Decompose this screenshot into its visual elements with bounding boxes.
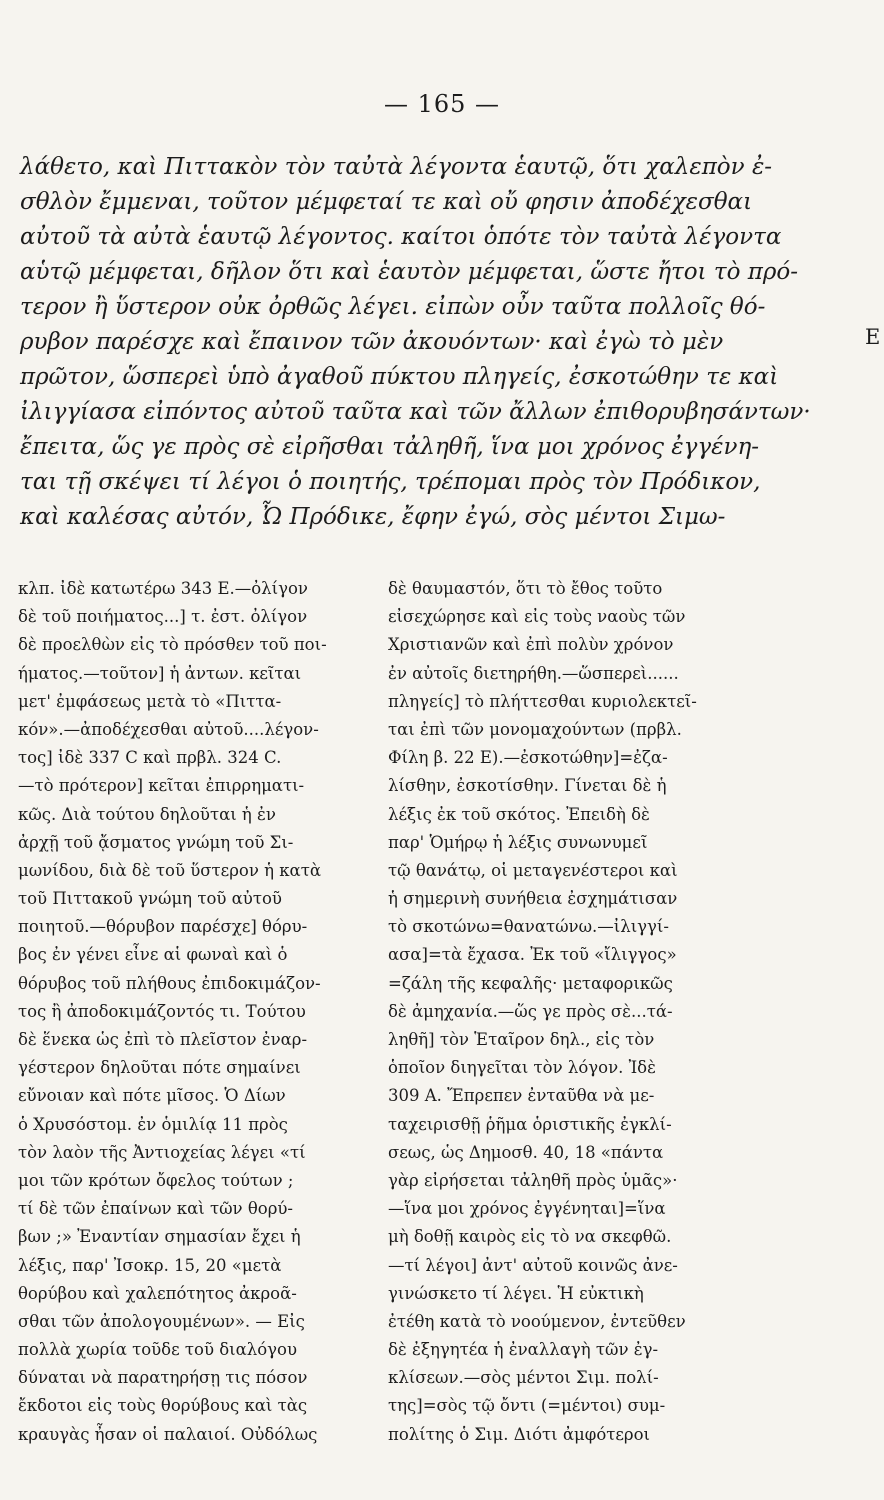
main-text-line: ρυβον παρέσχε καὶ ἔπαινον τῶν ἀκουόντων· καὶ ἐγὼ τὸ μὲν <box>20 329 724 355</box>
note-line: δὲ ἀμηχανία.—ὥς γε πρὸς σὲ...τά- <box>388 1001 673 1021</box>
note-line: τὸν λαὸν τῆς Ἀντιοχείας λέγει «τί <box>18 1142 306 1162</box>
note-line: τοῦ Πιττακοῦ γνώμη τοῦ αὐτοῦ <box>18 889 282 909</box>
note-line: κλίσεων.—σὸς μέντοι Σιμ. πολί- <box>388 1368 659 1388</box>
note-line: σθαι τῶν ἀπολογουμένων». — Εἰς <box>18 1311 305 1331</box>
note-line: ασα]=τὰ ἔχασα. Ἐκ τοῦ «ἴλιγγος» <box>388 945 677 965</box>
note-line: βος ἐν γένει εἶνε αἱ φωναὶ καὶ ὁ <box>18 945 288 965</box>
note-line: τος] ἰδὲ 337 C καὶ πρβλ. 324 C. <box>18 748 282 768</box>
note-line: δὲ τοῦ ποιήματος...] τ. ἐστ. ὀλίγον <box>18 607 308 627</box>
note-line: τὸ σκοτώνω=θανατώνω.—ἰλιγγί- <box>388 917 669 937</box>
main-text-line: ἔπειτα, ὥς γε πρὸς σὲ εἰρῆσθαι τἀληθῆ, ἵνα μοι χρόνος ἐγγένη- <box>20 434 760 460</box>
note-line: 309 Α. Ἔπρεπεν ἐνταῦθα νὰ με- <box>388 1086 655 1106</box>
main-text-line: καὶ καλέσας αὐτόν, Ὦ Πρόδικε, ἔφην ἐγώ, σὸς μέντοι Σιμω- <box>20 504 726 530</box>
note-line: ται ἐπὶ τῶν μονομαχούντων (πρβλ. <box>388 719 682 739</box>
main-text-line: ται τῇ σκέψει τί λέγοι ὁ ποιητής, τρέπομαι πρὸς τὸν Πρόδικον, <box>20 469 761 495</box>
main-text-line: τερον ἢ ὕστερον οὐκ ὀρθῶς λέγει. εἰπὼν οὖν ταῦτα πολλοῖς θό- <box>20 294 766 320</box>
note-line: πληγείς] τὸ πλήττεσθαι κυριολεκτεῖ- <box>388 691 697 711</box>
note-line: μετ' ἐμφάσεως μετὰ τὸ «Πιττα- <box>18 691 282 711</box>
note-line: ὁ Χρυσόστομ. ἐν ὁμιλίᾳ 11 πρὸς <box>18 1114 288 1134</box>
note-line: κῶς. Διὰ τούτου δηλοῦται ἡ ἐν <box>18 804 276 824</box>
note-line: κλπ. ἰδὲ κατωτέρω 343 Ε.—ὀλίγον <box>18 579 308 598</box>
notes-right-column <box>388 575 750 1449</box>
note-line: λέξις, παρ' Ἰσοκρ. 15, 20 «μετὰ <box>18 1255 282 1275</box>
main-text-line: αὐτοῦ τὰ αὐτὰ ἑαυτῷ λέγοντος. καίτοι ὁπότε τὸν ταὐτὰ λέγοντα <box>20 224 782 250</box>
margin-section-letter: E <box>865 325 881 349</box>
note-line: δύναται νὰ παρατηρήσῃ τις πόσον <box>18 1368 308 1388</box>
note-line: Φίλη β. 22 Ε).—ἐσκοτώθην]=ἐζα- <box>388 748 668 768</box>
note-line: λέξις ἐκ τοῦ σκότος. Ἐπειδὴ δὲ <box>388 804 650 824</box>
note-line: της]=σὸς τῷ ὄντι (=μέντοι) συμ- <box>388 1396 666 1416</box>
note-line: κραυγὰς ἦσαν οἱ παλαιοί. Οὐδόλως <box>18 1424 318 1444</box>
note-line: δὲ θαυμαστόν, ὅτι τὸ ἔθος τοῦτο <box>388 579 663 598</box>
note-line: ἐν αὐτοῖς διετηρήθη.—ὥσπερεὶ...... <box>388 663 679 683</box>
main-greek-text <box>20 150 856 535</box>
note-line: ληθῆ] τὸν Ἑταῖρον δηλ., εἰς τὸν <box>388 1030 655 1049</box>
note-line: —τί λέγοι] ἀντ' αὐτοῦ κοινῶς ἀνε- <box>388 1255 678 1275</box>
note-line: μωνίδου, διὰ δὲ τοῦ ὕστερον ἡ κατὰ <box>18 860 321 880</box>
main-text-line: πρῶτον, ὥσπερεὶ ὑπὸ ἀγαθοῦ πύκτου πληγείς, ἐσκοτώθην τε καὶ <box>20 364 779 390</box>
main-text-line: λάθετο, καὶ Πιττακὸν τὸν ταὐτὰ λέγοντα ἑαυτῷ, ὅτι χαλεπὸν ἐ- <box>20 154 773 180</box>
note-line: ταχειρισθῇ ῥῆμα ὁριστικῆς ἐγκλί- <box>388 1114 672 1134</box>
note-line: τί δὲ τῶν ἐπαίνων καὶ τῶν θορύ- <box>18 1199 294 1219</box>
note-line: λίσθην, ἐσκοτίσθην. Γίνεται δὲ ἡ <box>388 776 667 796</box>
page-number: — 165 — <box>383 90 501 118</box>
note-line: ποιητοῦ.—θόρυβον παρέσχε] θόρυ- <box>18 917 308 937</box>
note-line: —ἵνα μοι χρόνος ἐγγένηται]=ἵνα <box>388 1199 666 1219</box>
note-line: γινώσκετο τί λέγει. Ἡ εὐκτικὴ <box>388 1283 644 1303</box>
note-line: γέστερον δηλοῦται πότε σημαίνει <box>18 1058 301 1078</box>
note-line: σεως, ὡς Δημοσθ. 40, 18 «πάντα <box>388 1142 664 1162</box>
note-line: εἰσεχώρησε καὶ εἰς τοὺς ναοὺς τῶν <box>388 607 686 627</box>
note-line: ὁποῖον διηγεῖται τὸν λόγον. Ἰδὲ <box>388 1058 656 1078</box>
note-line: =ζάλη τῆς κεφαλῆς· μεταφορικῶς <box>388 973 673 993</box>
note-line: δὲ ἐξηγητέα ἡ ἐναλλαγὴ τῶν ἐγ- <box>388 1340 659 1360</box>
note-line: ήματος.—τοῦτον] ἡ ἀντων. κεῖται <box>18 663 302 683</box>
note-line: εὔνοιαν καὶ πότε μῖσος. Ὁ Δίων <box>18 1086 286 1106</box>
note-line: μὴ δοθῇ καιρὸς εἰς τὸ να σκεφθῶ. <box>388 1227 672 1247</box>
note-line: τῷ θανάτῳ, οἱ μεταγενέστεροι καὶ <box>388 860 678 880</box>
note-line: μοι τῶν κρότων ὄφελος τούτων ; <box>18 1170 294 1190</box>
note-line: γὰρ εἰρήσεται τἀληθῆ πρὸς ὑμᾶς»· <box>388 1170 678 1190</box>
note-line: δὲ ἕνεκα ὡς ἐπὶ τὸ πλεῖστον ἐναρ- <box>18 1030 308 1049</box>
note-line: βων ;» Ἐναντίαν σημασίαν ἔχει ἡ <box>18 1227 301 1247</box>
note-line: ἡ σημερινὴ συνήθεια ἐσχημάτισαν <box>388 889 678 909</box>
note-line: θόρυβος τοῦ πλήθους ἐπιδοκιμάζον- <box>18 973 321 993</box>
note-line: παρ' Ὁμήρῳ ἡ λέξις συνωνυμεῖ <box>388 832 648 852</box>
note-line: πολίτης ὁ Σιμ. Διότι ἀμφότεροι <box>388 1424 651 1444</box>
note-line: —τὸ πρότερον] κεῖται ἐπιρρηματι- <box>18 776 305 796</box>
main-text-line: αὑτῷ μέμφεται, δῆλον ὅτι καὶ ἑαυτὸν μέμφεται, ὥστε ἤτοι τὸ πρό- <box>20 259 799 285</box>
notes-left-column <box>18 575 380 1449</box>
main-text-line: ἰλιγγίασα εἰπόντος αὐτοῦ ταῦτα καὶ τῶν ἄλλων ἐπιθορυβησάντων· <box>20 399 811 425</box>
note-line: ἔκδοτοι εἰς τοὺς θορύβους καὶ τὰς <box>18 1396 308 1416</box>
note-line: ἀρχῇ τοῦ ᾄσματος γνώμη τοῦ Σι- <box>18 832 294 852</box>
note-line: Χριστιανῶν καὶ ἐπὶ πολὺν χρόνον <box>388 635 674 655</box>
note-line: θορύβου καὶ χαλεπότητος ἀκροᾶ- <box>18 1283 297 1303</box>
note-line: ἐτέθη κατὰ τὸ νοούμενον, ἐντεῦθεν <box>388 1311 686 1331</box>
main-text-line: σθλὸν ἔμμεναι, τοῦτον μέμφεταί τε καὶ οὔ φησιν ἀποδέχεσθαι <box>20 189 753 215</box>
note-line: τος ἢ ἀποδοκιμάζοντός τι. Τούτου <box>18 1001 306 1021</box>
note-line: πολλὰ χωρία τοῦδε τοῦ διαλόγου <box>18 1340 298 1360</box>
note-line: κόν».—ἀποδέχεσθαι αὐτοῦ....λέγον- <box>18 719 319 739</box>
note-line: δὲ προελθὼν εἰς τὸ πρόσθεν τοῦ ποι- <box>18 635 327 655</box>
